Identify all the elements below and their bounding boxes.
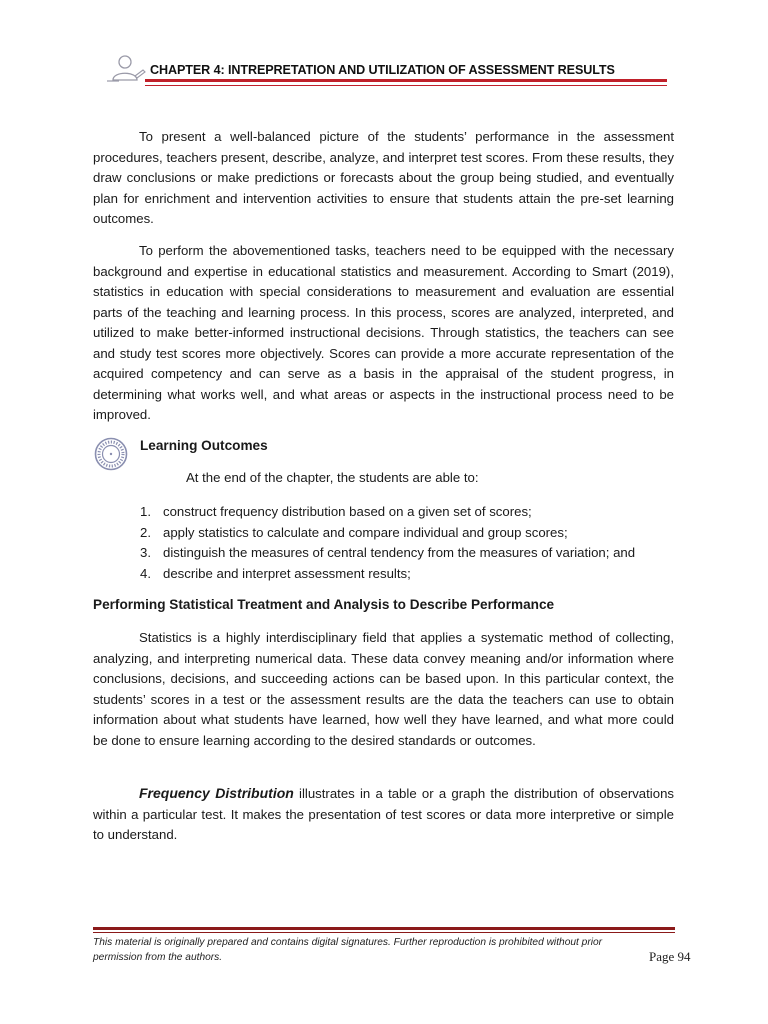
list-text: distinguish the measures of central tendency from the measures of variation; and [163, 545, 636, 560]
list-text: describe and interpret assessment results; [163, 565, 411, 581]
list-number: 4. [140, 565, 151, 581]
learning-outcomes-heading: Learning Outcomes [140, 438, 268, 453]
intro-paragraph: To present a well-balanced picture of the students’ performance in the assessment procedures, teachers present, describe, analyze, and interpret test scores. From these results, they draw conclusions or make predictions or forecasts about the group being studied, and eventually plan for enrichment and intervention activities to ensure that students attain the pre-set learning outcomes. [93, 129, 674, 226]
list-number: 2. [140, 524, 151, 540]
frequency-definition: illustrates in a table or a graph the distribution of observations within a particular test. It makes the presentation of test scores or data more interpretive or simple to understand. [93, 786, 674, 842]
chapter-title: CHAPTER 4: INTREPRETATION AND UTILIZATION OF ASSESSMENT RESULTS [150, 63, 615, 77]
target-icon [94, 437, 128, 471]
list-item [137, 543, 677, 564]
list-number: 3. [140, 545, 151, 560]
frequency-paragraph [93, 783, 674, 846]
list-item [137, 502, 677, 523]
list-number: 1. [140, 504, 151, 519]
learning-outcomes-list [137, 502, 677, 584]
frequency-distribution-term: Frequency Distribution [139, 785, 294, 801]
header-rule [145, 79, 667, 82]
statistics-paragraph: Statistics is a highly interdisciplinary field that applies a systematic method of collecting, analyzing, and interpreting numerical data. These data convey meaning and/or information where conclusions, decisions, and succeeding actions can be based upon. In this particular context, the students’ scores in a test or the assessment results are the data the teachers can use to obtain information about what students have learned, how well they have learned, and what more could be done to ensure learning according to the desired standards or outcomes. [93, 630, 674, 748]
list-text: apply statistics to calculate and compare individual and group scores; [163, 524, 568, 540]
footer-rule [93, 927, 675, 930]
list-item [137, 523, 677, 544]
chapter-header [105, 54, 668, 104]
header-rule-thin [145, 85, 667, 86]
learning-outcomes-intro: At the end of the chapter, the students are able to: [186, 470, 479, 485]
footer-rule-thin [93, 932, 675, 933]
footer-disclaimer: This material is originally prepared and contains digital signatures. Further reproduction is prohibited without prior permission from the authors. [93, 937, 603, 963]
list-item [137, 564, 677, 585]
list-text: construct frequency distribution based on a given set of scores; [163, 504, 532, 519]
page-number: Page 94 [649, 949, 691, 964]
section-heading: Performing Statistical Treatment and Analysis to Describe Performance [93, 597, 555, 612]
tasks-paragraph: To perform the abovementioned tasks, teachers need to be equipped with the necessary background and expertise in educational statistics and measurement. According to Smart (2019), statistics in education with special considerations to measurement and evaluation are essential parts of the teaching and learning process. In this process, scores are analyzed, interpreted, and utilized to make better-informed instructional decisions. Through statistics, the teachers can see and study test scores more objectively. Scores can provide a more accurate representation of the acquired competency and can serve as a basis in the appraisal of the student progress, in determining what works well, and what areas or aspects in the instructional process need to be improved. [93, 243, 674, 422]
